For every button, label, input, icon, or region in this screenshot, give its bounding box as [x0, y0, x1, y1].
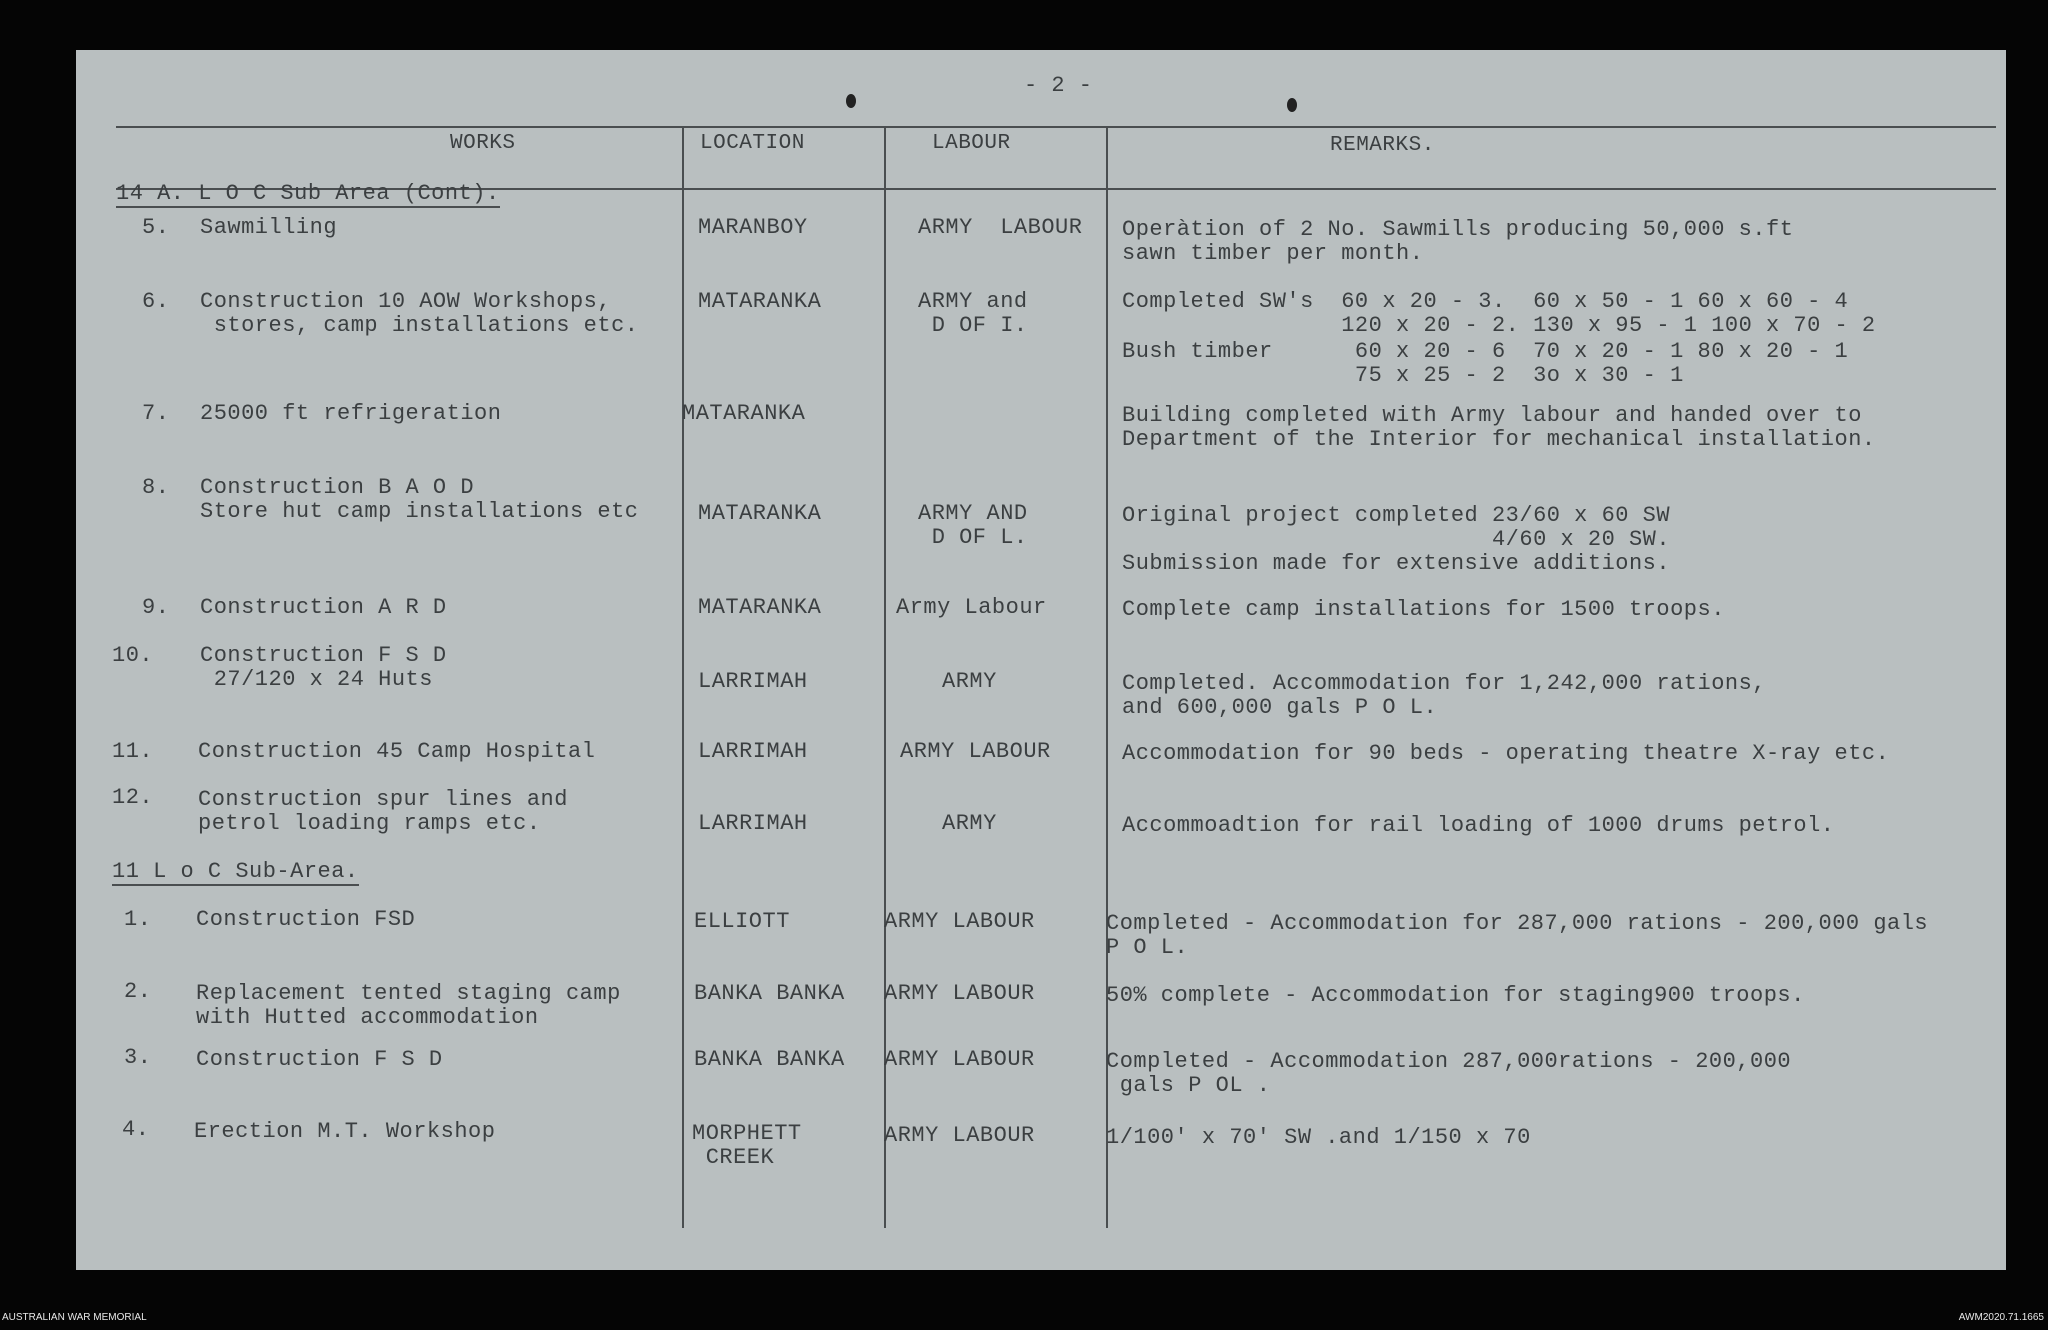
location-text: BANKA BANKA: [694, 1047, 845, 1072]
punch-hole: [1287, 98, 1297, 112]
location-text: MARANBOY: [698, 215, 808, 240]
labour-text: D OF L.: [918, 525, 1028, 550]
labour-text: ARMY: [942, 811, 997, 836]
location-text: LARRIMAH: [698, 669, 808, 694]
remarks-text: 120 x 20 - 2. 130 x 95 - 1 100 x 70 - 2: [1122, 313, 1876, 338]
location-text: MATARANKA: [698, 595, 822, 620]
location-text: BANKA BANKA: [694, 981, 845, 1006]
column-header-location: LOCATION: [700, 132, 805, 155]
remarks-text: 4/60 x 20 SW.: [1122, 527, 1671, 552]
footer-accession-number: AWM2020.71.1665: [1958, 1312, 2044, 1323]
works-text: Construction FSD: [196, 907, 416, 932]
column-header-remarks: REMARKS.: [1330, 134, 1435, 157]
document-page: [76, 50, 2006, 1270]
location-text: CREEK: [692, 1145, 775, 1170]
row-number: 1.: [124, 907, 152, 932]
remarks-text: sawn timber per month.: [1122, 241, 1424, 266]
works-text: Construction 10 AOW Workshops,: [200, 289, 612, 314]
labour-text: Army Labour: [896, 595, 1047, 620]
location-text: ELLIOTT: [694, 909, 790, 934]
works-text: Construction 45 Camp Hospital: [198, 739, 596, 764]
row-number: 2.: [124, 979, 152, 1004]
remarks-text: and 600,000 gals P O L.: [1122, 695, 1438, 720]
remarks-text: 75 x 25 - 2 3o x 30 - 1: [1122, 363, 1684, 388]
header-top-rule: [116, 126, 1996, 128]
remarks-text: Completed. Accommodation for 1,242,000 rations,: [1122, 671, 1767, 696]
remarks-text: Bush timber 60 x 20 - 6 70 x 20 - 1 80 x 20 - 1: [1122, 339, 1849, 364]
labour-text: ARMY LABOUR: [884, 981, 1035, 1006]
row-number: 9.: [142, 595, 170, 620]
row-number: 6.: [142, 289, 170, 314]
labour-text: ARMY LABOUR: [884, 1047, 1035, 1072]
works-text: petrol loading ramps etc.: [198, 811, 541, 836]
location-text: MORPHETT: [692, 1121, 802, 1146]
remarks-text: Complete camp installations for 1500 troops.: [1122, 597, 1725, 622]
remarks-text: 1/100' x 70' SW .and 1/150 x 70: [1106, 1125, 1531, 1150]
works-text: Sawmilling: [200, 215, 338, 240]
labour-text: D OF I.: [918, 313, 1028, 338]
row-number: 7.: [142, 401, 170, 426]
row-number: 10.: [112, 643, 154, 668]
remarks-text: Building completed with Army labour and handed over to: [1122, 403, 1862, 428]
works-text: stores, camp installations etc.: [200, 313, 639, 338]
row-number: 11.: [112, 739, 154, 764]
remarks-text: Submission made for extensive additions.: [1122, 551, 1671, 576]
column-divider: [682, 128, 684, 1228]
row-number: 3.: [124, 1045, 152, 1070]
location-text: MATARANKA: [682, 401, 806, 426]
section-heading: 14 A. L O C Sub Area (Cont).: [116, 181, 500, 206]
column-header-labour: LABOUR: [932, 132, 1011, 155]
remarks-text: 50% complete - Accommodation for staging900 troops.: [1106, 983, 1805, 1008]
works-text: Construction B A O D: [200, 475, 475, 500]
remarks-text: Department of the Interior for mechanical installation.: [1122, 427, 1876, 452]
column-header-works: WORKS: [450, 132, 516, 155]
punch-hole: [846, 94, 856, 108]
remarks-text: Accommoadtion for rail loading of 1000 drums petrol.: [1122, 813, 1835, 838]
works-text: with Hutted accommodation: [196, 1005, 539, 1030]
labour-text: ARMY LABOUR: [900, 739, 1051, 764]
labour-text: ARMY AND: [918, 501, 1028, 526]
works-text: Replacement tented staging camp: [196, 981, 621, 1006]
remarks-text: Operàtion of 2 No. Sawmills producing 50,000 s.ft: [1122, 217, 1794, 242]
works-text: 27/120 x 24 Huts: [200, 667, 433, 692]
section-heading: 11 L o C Sub-Area.: [112, 859, 359, 884]
works-text: Construction spur lines and: [198, 787, 568, 812]
location-text: LARRIMAH: [698, 739, 808, 764]
remarks-text: Completed SW's 60 x 20 - 3. 60 x 50 - 1 60 x 60 - 4: [1122, 289, 1849, 314]
works-text: Erection M.T. Workshop: [194, 1119, 496, 1144]
remarks-text: Accommodation for 90 beds - operating theatre X-ray etc.: [1122, 741, 1890, 766]
location-text: MATARANKA: [698, 501, 822, 526]
works-text: Construction F S D: [196, 1047, 443, 1072]
location-text: MATARANKA: [698, 289, 822, 314]
remarks-text: P O L.: [1106, 935, 1189, 960]
works-text: Construction F S D: [200, 643, 447, 668]
works-text: 25000 ft refrigeration: [200, 401, 502, 426]
remarks-text: Completed - Accommodation 287,000rations - 200,000: [1106, 1049, 1792, 1074]
row-number: 5.: [142, 215, 170, 240]
remarks-text: Original project completed 23/60 x 60 SW: [1122, 503, 1671, 528]
remarks-text: Completed - Accommodation for 287,000 rations - 200,000 gals: [1106, 911, 1929, 936]
labour-text: ARMY: [942, 669, 997, 694]
labour-text: ARMY LABOUR: [884, 1123, 1035, 1148]
location-text: LARRIMAH: [698, 811, 808, 836]
remarks-text: gals P OL .: [1106, 1073, 1271, 1098]
footer-institution: AUSTRALIAN WAR MEMORIAL: [2, 1312, 147, 1323]
row-number: 4.: [122, 1117, 150, 1142]
page-number: - 2 -: [1024, 73, 1093, 98]
row-number: 8.: [142, 475, 170, 500]
works-text: Store hut camp installations etc: [200, 499, 639, 524]
labour-text: ARMY LABOUR: [918, 215, 1083, 240]
labour-text: ARMY and: [918, 289, 1028, 314]
labour-text: ARMY LABOUR: [884, 909, 1035, 934]
works-text: Construction A R D: [200, 595, 447, 620]
row-number: 12.: [112, 785, 154, 810]
